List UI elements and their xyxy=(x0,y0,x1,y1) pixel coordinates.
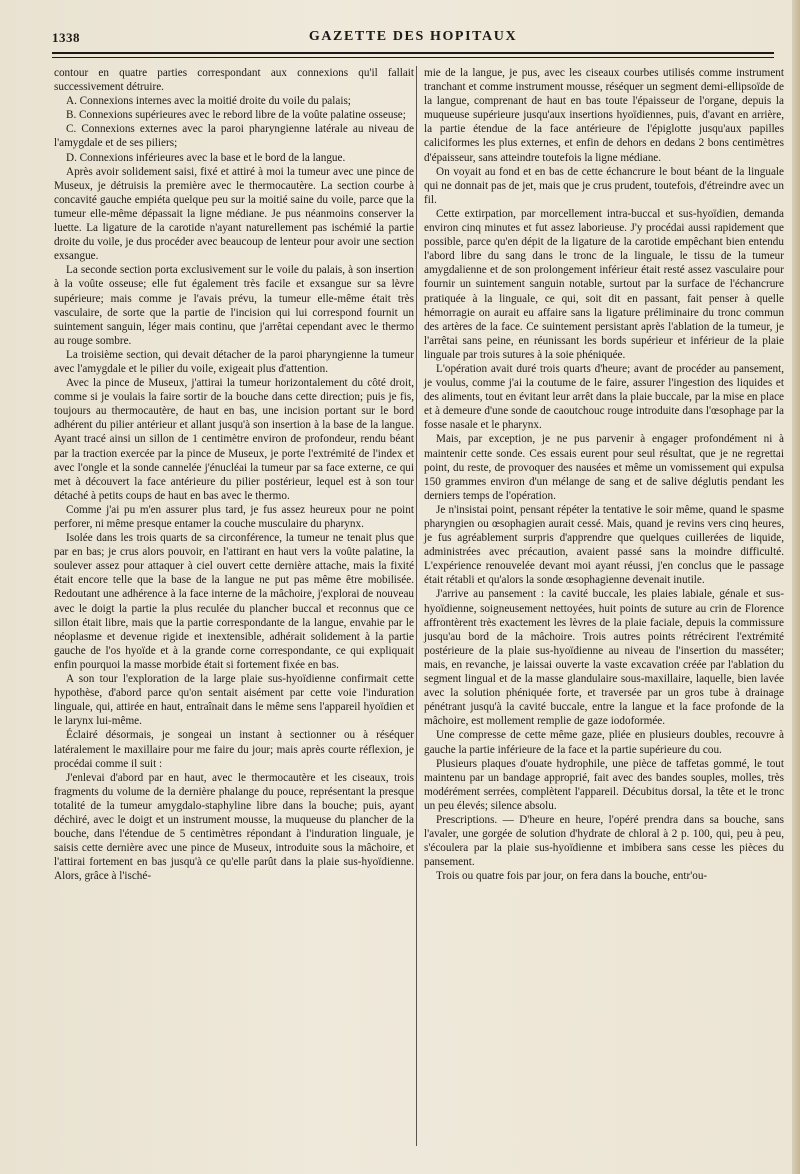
left-column xyxy=(54,66,414,883)
paragraph: Isolée dans les trois quarts de sa circonférence, la tumeur ne tenait plus que par en bas; je crus alors pouvoir, en l'attirant en haut vers la voûte palatine, la soulever assez pour attaquer à ciel ouvert cette dernière attache, mais la fixité était encore telle que la base de la langue ne put pas même être mobilisée. Redoutant une adhérence à la face interne de la mâchoire, j'explorai de nouveau avec le doigt la partie la plus reculée du plancher buccal et reconnus que ce sillon était libre, mais que la partie correspondante de la langue, envahie par le néoplasme et devenue rigide et inextensible, adhérait solidement à la partie gauche de l'os hyoïde et à la grande corne correspondante, ce qui expliquait enfin pourquoi la masse morbide était si fortement fixée en bas. xyxy=(54,532,414,671)
paragraph: La troisième section, qui devait détacher de la paroi pharyngienne la tumeur avec l'amygdale et le pilier du voile, exigeait plus d'attention. xyxy=(54,348,414,375)
paragraph: Éclairé désormais, je songeai un instant à sectionner ou à réséquer latéralement le maxillaire pour me faire du jour; mais après courte réflexion, je procédai comme il suit : xyxy=(54,729,414,770)
paragraph: contour en quatre parties correspondant aux connexions qu'il fallait successivement détruire. xyxy=(54,67,414,94)
paragraph: Cette extirpation, par morcellement intra-buccal et sus-hyoïdien, demanda environ cinq minutes et fut assez laborieuse. J'y procédai aussi rapidement que possible, parce qu'en dépit de la ligature de la carotide empêchant bien entendu l'abord libre du sang dans le tronc de la linguale, le tissu de la tumeur amygdalienne et de son prolongement inférieur était resté assez vasculaire pour fournir un suintement sanguin notable, surtout par la surface de l'échancrure pratiquée à la linguale, ce qui, soit dit en passant, fait penser à quelle hémorragie on aurait eu affaire sans la ligature préliminaire du tronc commun des artères de la face. Ce suintement persistant après l'ablation de la tumeur, je l'arrêtai sans peine, en réunissant les bords supérieur et inférieur de la plaie linguale par trois sutures à la soie phéniquée. xyxy=(424,207,784,361)
paragraph: La seconde section porta exclusivement sur le voile du palais, à son insertion à la voûte osseuse; elle fut également très facile et exsangue sur sa lèvre supérieure; mais comme je l'avais prévu, la tumeur elle-même était très vasculaire, de sorte que la partie de l'incision qui lui correspond fournit un suintement sanguin, léger mais continu, que j'arrêtai cependant avec le thermo au rouge sombre. xyxy=(54,264,414,347)
page-edge xyxy=(792,0,800,1174)
paragraph: Prescriptions. — D'heure en heure, l'opéré prendra dans sa bouche, sans l'avaler, une gorgée de solution d'hydrate de chloral à 2 p. 100, qui, peu à peu, s'écoulera par la plaie sus-hyoïdienne et imbibera sans cesse les pièces du pansement. xyxy=(424,813,784,869)
paragraph: Plusieurs plaques d'ouate hydrophile, une pièce de taffetas gommé, le tout maintenu par un bandage approprié, fait avec des bandes souples, molles, très modérément serrées, complètent l'appareil. Décubitus dorsal, la tête et le tronc un peu élevés; silence absolu. xyxy=(424,757,784,812)
header-rule-thick xyxy=(52,52,774,54)
paragraph: J'arrive au pansement : la cavité buccale, les plaies labiale, génale et sus-hyoïdienne, soigneusement nettoyées, huit points de suture au crin de Florence affrontèrent très exactement les lèvres de la plaie faciale, depuis la commissure jusqu'au bord de la mâchoire. Trois autres points rétrécirent l'extrémité postérieure de la plaie sus-hyoïdienne au niveau de l'insertion du masséter; mais, en revanche, je laissai ouverte la vaste excavation créée par l'ablation du segment lingual et de la masse glandulaire sous-maxillaire, laquelle, bien lavée avec la solution phéniquée forte, et traversée par un gros tube à drainage pénétrant jusqu'à la cavité buccale, entre la langue et la face profonde de la mâchoire, est mollement remplie de gaze iodoformée. xyxy=(424,588,784,728)
paragraph: Avec la pince de Museux, j'attirai la tumeur horizontalement du côté droit, comme si je voulais la faire sortir de la bouche dans cette direction; puis je fis, toujours au thermocautère, de haut en bas, une incision portant sur le bord adhérent du pilier antérieur et allant jusqu'à son insertion à la base de la langue. Ayant tracé ainsi un sillon de 1 centimètre environ de profondeur, rendu béant par la traction exercée par la pince de Museux, je porte l'extrémité de l'index et avec l'ongle et la sonde cannelée j'énucléai la tumeur par sa face externe, ce qui met à découvert la face antérieure du pilier postérieur, lequel est à son tour détaché à petits coups de haut en bas avec le thermo. xyxy=(54,377,414,502)
paragraph: D. Connexions inférieures avec la base et le bord de la langue. xyxy=(66,151,346,164)
paragraph: Je n'insistai point, pensant répéter la tentative le soir même, quand le spasme pharyngien ou œsophagien aurait cessé. Mais, quand je revins vers cinq heures, je fus agréablement surpris d'apprendre que quelques cuillerées de liquide, administrées avec précaution, avaient passé sans la moindre difficulté. L'expérience renouvelée devant moi ayant réussi, j'en conclus que le passage était rétabli et qu'alors la sonde œsophagienne devenait inutile. xyxy=(424,503,784,587)
journal-title: GAZETTE DES HOPITAUX xyxy=(308,29,518,44)
paragraph: L'opération avait duré trois quarts d'heure; avant de procéder au pansement, je voulus, comme j'ai la coutume de le faire, assurer l'ingestion des liquides et des aliments, tout en évitant leur arrêt dans la plaie buccale, par la mise en place et à demeure d'une sonde de caoutchouc rouge introduite dans l'œsophage par la fosse nasale et le pharynx. xyxy=(424,362,784,432)
page-number: 1338 xyxy=(52,30,80,45)
right-column xyxy=(424,66,784,883)
paragraph: A. Connexions internes avec la moitié droite du voile du palais; xyxy=(66,95,351,108)
paragraph: Mais, par exception, je ne pus parvenir à engager profondément ni à maintenir cette sonde. Ces essais eurent pour seul résultat, que je ne regrettai point, du reste, de provoquer des nausées et même un vomissement qui expulsa 150 grammes environ d'un mélange de sang et de salive déglutis pendant les derniers temps de l'opération. xyxy=(424,433,784,502)
paragraph: Une compresse de cette même gaze, pliée en plusieurs doubles, recouvre à gauche la partie inférieure de la face et la partie supérieure du cou. xyxy=(424,729,784,756)
paragraph: mie de la langue, je pus, avec les ciseaux courbes utilisés comme instrument tranchant et comme instrument mousse, réséquer un segment demi-ellipsoïde de la langue, comprenant de haut en bas toute l'épaisseur de l'organe, depuis la muqueuse supérieure jusqu'aux insertions hyoïdiennes, puis, d'avant en arrière, la partie étendue de la face antérieure de l'épiglotte jusqu'aux papilles caliciformes les plus externes, et enfin de dehors en dedans 2 bons centimètres d'épaisseur, sans atteindre toutefois la ligne médiane. xyxy=(424,67,784,164)
column-divider xyxy=(416,66,417,1146)
header-rule-thin xyxy=(52,57,774,58)
paragraph: Trois ou quatre fois par jour, on fera dans la bouche, entr'ou- xyxy=(436,870,708,883)
paragraph: Après avoir solidement saisi, fixé et attiré à moi la tumeur avec une pince de Museux, je détruisis la première avec le thermocautère. La section courbe à concavité gauche empiéta quelque peu sur la moitié saine du voile, parce que la tumeur elle-même dépassait la ligne médiane. Je pus néanmoins conserver la luette. La ligature de la carotide n'ayant naturellement pas ischémié la partie droite du voile, je dus procéder avec beaucoup de lenteur pour avoir une section exsangue. xyxy=(54,165,414,263)
paragraph: B. Connexions supérieures avec le rebord libre de la voûte palatine osseuse; xyxy=(66,109,406,122)
paragraph: C. Connexions externes avec la paroi pharyngienne latérale au niveau de l'amygdale et de ses piliers; xyxy=(54,123,414,150)
paragraph: J'enlevai d'abord par en haut, avec le thermocautère et les ciseaux, trois fragments du volume de la dernière phalange du pouce, représentant la presque totalité de la tumeur amygdalo-staphyline libre dans la bouche; puis, ayant déchiré, avec le doigt et un instrument mousse, la muqueuse du plancher de la bouche, dans l'étendue de 5 centimètres répondant à l'induration linguale, je saisis cette dernière avec une pince de Museux, introduite sous la mâchoire, et l'attirai fortement en bas jusqu'à ce qu'elle parût dans la plaie sus-hyoïdienne. Alors, grâce à l'isché- xyxy=(54,771,414,883)
paragraph: On voyait au fond et en bas de cette échancrure le bout béant de la linguale qui ne donnait pas de jet, mais que je crus prudent, toutefois, d'étreindre avec un fil. xyxy=(424,165,784,206)
page-header xyxy=(52,26,774,48)
paragraph: A son tour l'exploration de la large plaie sus-hyoïdienne confirmait cette hypothèse, d'abord parce qu'on sentait aisément par cette voie l'induration linguale, qui, attirée en haut, entraînait dans le même sens l'appareil hyoïdien et le larynx lui-même. xyxy=(54,673,414,728)
paragraph: Comme j'ai pu m'en assurer plus tard, je fus assez heureux pour ne point perforer, ni même presque entamer la couche musculaire du pharynx. xyxy=(54,503,414,530)
